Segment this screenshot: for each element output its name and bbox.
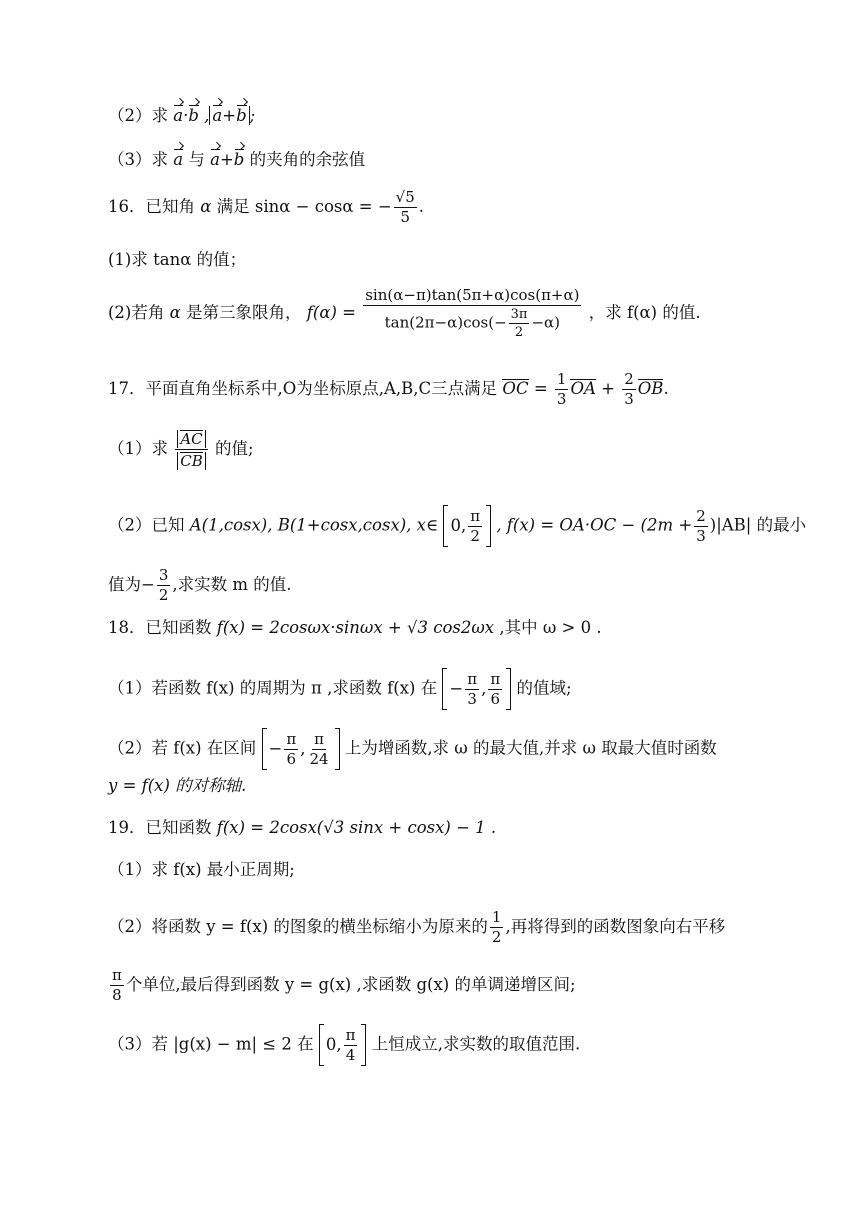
q17-f: , f(x) = OA·OC − (2m + xyxy=(496,515,693,535)
q18-part1-a: （1）若函数 f(x) 的周期为 π ,求函数 f(x) 在 xyxy=(108,678,438,698)
q15-part3-mid: 与 xyxy=(188,150,205,169)
q16-alpha: α xyxy=(200,197,212,216)
q17-ratio xyxy=(175,430,208,469)
q16-part2-tail: ，求 f(α) 的值. xyxy=(588,303,701,322)
q17-interval-a: 0, xyxy=(450,515,467,535)
q19-int-d: 4 xyxy=(345,1045,356,1064)
q16-part2-a: (2)若角 xyxy=(108,303,165,322)
q19-shift xyxy=(110,968,124,1003)
q15-part3 xyxy=(108,152,365,169)
q17-part2-label: （2）已知 xyxy=(108,515,185,535)
q17-cont-frac xyxy=(157,568,171,603)
q19-shift-d: 8 xyxy=(112,986,122,1004)
q18-interval2: − $\frac{\pi}{6}$ , $\frac{\pi}{24}$ xyxy=(262,728,340,770)
q16-cond-text: 满足 xyxy=(216,197,250,216)
q19-int-n: π xyxy=(345,1025,356,1044)
q17-cont-frac-n: 3 xyxy=(158,566,169,584)
q18-cond: ,其中 ω > 0 . xyxy=(499,618,602,637)
q16-part1-text: (1)求 tanα 的值； xyxy=(108,250,247,269)
q18-head xyxy=(108,620,602,637)
q16-big-fraction-den xyxy=(383,306,562,339)
q18-i1-n: π xyxy=(467,669,478,688)
q19-half-n: 1 xyxy=(491,908,502,926)
vector-ac: AC xyxy=(180,430,203,448)
q18-interval1: − $\frac{\pi}{3}$ , $\frac{\pi}{6}$ xyxy=(442,668,511,710)
q16-cond-math: sinα − cosα = − xyxy=(254,197,392,216)
q19-part2-a: （2）将函数 y = f(x) 的图象的横坐标缩小为原来的 xyxy=(108,917,488,936)
q19-part3 xyxy=(108,1024,580,1066)
q17-head: 17．平面直角坐标系中,O为坐标原点,A,B,C三点满足 OC = $\frac{1}{3}$ OA + $\frac{2}{3}$ OB. xyxy=(108,370,669,408)
q17-interval xyxy=(443,505,491,547)
q19-head xyxy=(108,820,496,837)
q18-p2-i1-d: 6 xyxy=(286,749,297,768)
q19-part2-b: ,再将得到的函数图象向右平移 xyxy=(505,917,726,936)
q17-part1-tail: 的值; xyxy=(215,439,254,458)
q16-f-lhs: f(α) = xyxy=(306,303,356,322)
q19-half xyxy=(490,910,504,945)
q17-f-frac-n: 2 xyxy=(696,506,706,525)
q18-p2-i2-n: π xyxy=(314,729,324,748)
q17-f-frac-d: 3 xyxy=(696,526,706,545)
q16-part1 xyxy=(108,252,246,269)
q19-part2-c: 个单位,最后得到函数 y = g(x) ,求函数 g(x) 的单调递增区间; xyxy=(125,975,576,994)
q17-coef2-n: 2 xyxy=(624,370,634,388)
q17-f-frac xyxy=(694,506,708,545)
q16-den-a: tan(2π−α)cos(− xyxy=(384,313,507,332)
q17-coef1-n: 1 xyxy=(556,370,567,388)
q17-part2-cont: 值为− $\frac{3}{2}$ ,求实数 m 的值. xyxy=(108,566,292,604)
q19-half-d: 2 xyxy=(491,928,502,946)
q15-part2 xyxy=(108,108,255,125)
q18-i2-n: π xyxy=(490,669,501,688)
q16-den-frac-n: 3π xyxy=(510,307,528,322)
q17-interval-n: π xyxy=(470,506,481,525)
q15-part2-math: a·b , a+b ; xyxy=(173,106,256,125)
q18-part2-b: 上为增函数,求 ω 的最大值,并求 ω 取最大值时函数 xyxy=(344,738,717,758)
vector-oa: OA xyxy=(570,379,596,398)
q18-p2-i2-d: 24 xyxy=(309,749,329,768)
q16-big-fraction xyxy=(363,288,581,339)
vector-a: a xyxy=(173,150,184,169)
q17-head-text: 17．平面直角坐标系中,O为坐标原点,A,B,C三点满足 xyxy=(108,379,498,398)
q19-part1-text: （1）求 f(x) 最小正周期; xyxy=(108,860,295,879)
q16-den-b: −α) xyxy=(531,313,561,332)
q15-part3-label: （3）求 xyxy=(108,150,168,169)
q19-part3-b: 上恒成立,求实数的取值范围. xyxy=(371,1034,581,1054)
q16-head: 16．已知角 α 满足 sinα − cosα = − $\frac{√5}{5}$ . xyxy=(108,188,425,226)
q16-part2-b: 是第三象限角， xyxy=(186,303,302,322)
q16-den-frac xyxy=(509,308,530,339)
q17-coef2 xyxy=(622,372,636,407)
vector-cb: CB xyxy=(180,452,203,470)
vector-oc: OC xyxy=(502,379,529,398)
q15-part2-label: （2）求 xyxy=(108,106,168,125)
vector-a-plus-b: a+b xyxy=(210,150,245,169)
q18-i1-d: 3 xyxy=(467,689,477,708)
q16-part2 xyxy=(108,288,701,339)
q19-f: f(x) = 2cosx(√3 sinx + cosx) − 1 . xyxy=(216,818,497,837)
q17-cont-b: ,求实数 m 的值. xyxy=(172,575,292,594)
q19-shift-n: π xyxy=(112,966,122,984)
q15-part3-tail: 的夹角的余弦值 xyxy=(249,150,366,169)
q16-fraction xyxy=(394,190,417,225)
q17-coef1 xyxy=(555,372,569,407)
q17-part1 xyxy=(108,430,254,469)
q18-f: f(x) = 2cosωx·sinωx + √3 cos2ωx xyxy=(216,618,495,637)
q17-f-b: )|AB| 的最小 xyxy=(709,515,807,535)
q19-interval xyxy=(319,1024,367,1066)
q18-p2-i1-n: π xyxy=(286,729,297,748)
q19-part2-cont xyxy=(108,968,576,1003)
q18-part2-c: y = f(x) 的对称轴. xyxy=(108,776,247,795)
q19-part2 xyxy=(108,910,725,945)
q16-number: 16．已知角 xyxy=(108,197,195,216)
q16-fraction-num: √5 xyxy=(395,188,415,206)
q17-plus: + xyxy=(601,379,615,398)
q18-part1-b: 的值域; xyxy=(516,678,572,698)
q17-part2 xyxy=(108,505,806,547)
q17-coef2-d: 3 xyxy=(624,390,634,408)
q19-head-text: 19．已知函数 xyxy=(108,818,212,837)
q17-equals: = xyxy=(533,379,548,398)
q19-part3-a: （3）若 |g(x) − m| ≤ 2 在 xyxy=(108,1034,314,1054)
q17-points: A(1,cosx), B(1+cosx,cosx), x∈ xyxy=(189,515,439,535)
q16-fraction-den: 5 xyxy=(400,208,410,226)
q16-part2-alpha: α xyxy=(169,303,181,322)
q17-cont-a: 值为 xyxy=(108,575,141,594)
q18-part2-a: （2）若 f(x) 在区间 xyxy=(108,738,257,758)
q17-interval-d: 2 xyxy=(470,526,480,545)
q16-den-frac-d: 2 xyxy=(514,325,524,340)
vector-ob: OB xyxy=(637,379,664,398)
q19-int-a: 0, xyxy=(325,1034,342,1054)
q18-i2-d: 6 xyxy=(490,689,501,708)
q18-part2-cont xyxy=(108,778,246,795)
q17-part1-label: （1）求 xyxy=(108,439,168,458)
q19-part1 xyxy=(108,862,295,879)
q18-part1 xyxy=(108,668,572,710)
q17-coef1-d: 3 xyxy=(556,390,567,408)
q17-cont-frac-d: 2 xyxy=(158,586,169,604)
q18-part2 xyxy=(108,728,717,770)
q18-head-text: 18．已知函数 xyxy=(108,618,212,637)
q16-big-fraction-num: sin(α−π)tan(5π+α)cos(π+α) xyxy=(365,286,580,304)
